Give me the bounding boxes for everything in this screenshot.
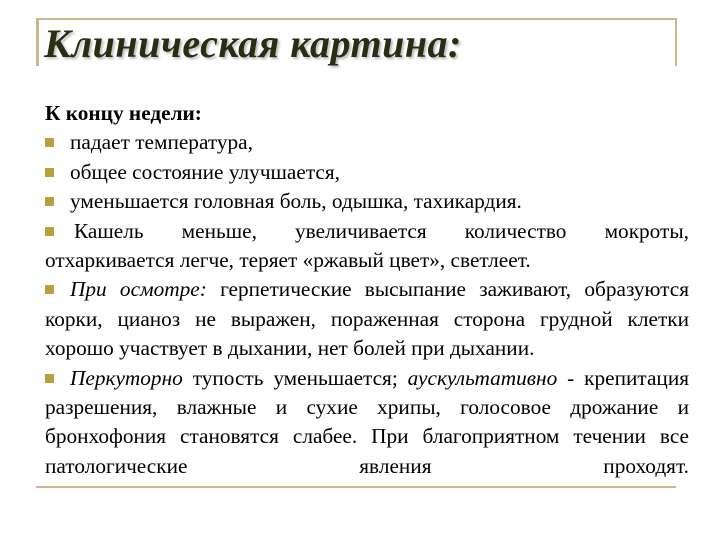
slide-title: Клиническая картина: bbox=[44, 21, 462, 66]
slide-body bbox=[45, 99, 689, 481]
square-bullet-icon bbox=[45, 227, 54, 236]
bullet-item bbox=[45, 217, 689, 276]
square-bullet-icon bbox=[45, 374, 54, 383]
bullet-text: тупость уменьшается; bbox=[182, 365, 408, 390]
square-bullet-icon bbox=[45, 138, 54, 147]
bullet-item bbox=[45, 275, 689, 363]
square-bullet-icon bbox=[45, 168, 54, 177]
right-frame-line bbox=[675, 18, 677, 66]
bullet-italic-lead: Перкуторно bbox=[70, 365, 183, 390]
bullet-text: Кашель меньше, увеличивается количество мокроты, отхаркивается легче, теряет «ржавый цвет», светлеет. bbox=[45, 218, 689, 273]
bullet-item bbox=[45, 128, 689, 157]
bullet-italic-lead: При осмотре: bbox=[70, 277, 207, 302]
square-bullet-icon bbox=[45, 197, 54, 206]
bullet-text: - крепитация разрешения, влажные и сухие хрипы, голосовое дрожание и бронхофония становятся слабее. При благоприятном течении все патологические явления проходят. bbox=[45, 365, 690, 478]
section-heading: К концу недели: bbox=[45, 101, 202, 125]
bullet-text: общее состояние улучшается, bbox=[70, 159, 340, 184]
bottom-frame-line bbox=[36, 486, 676, 488]
bullet-text: уменьшается головная боль, одышка, тахикардия. bbox=[70, 189, 522, 214]
bullet-text: падает температура, bbox=[70, 130, 253, 155]
bullet-item bbox=[45, 158, 689, 187]
left-frame-line bbox=[36, 18, 39, 66]
square-bullet-icon bbox=[45, 285, 54, 294]
bullet-item bbox=[45, 364, 689, 482]
bullet-italic-term: аускультативно bbox=[407, 365, 558, 390]
bullet-text: герпетические высыпание заживают, образуются корки, цианоз не выражен, пораженная сторона грудной клетки хорошо участвует в дыхании, нет болей при дыхании. bbox=[45, 277, 689, 361]
bullet-item bbox=[45, 187, 689, 216]
